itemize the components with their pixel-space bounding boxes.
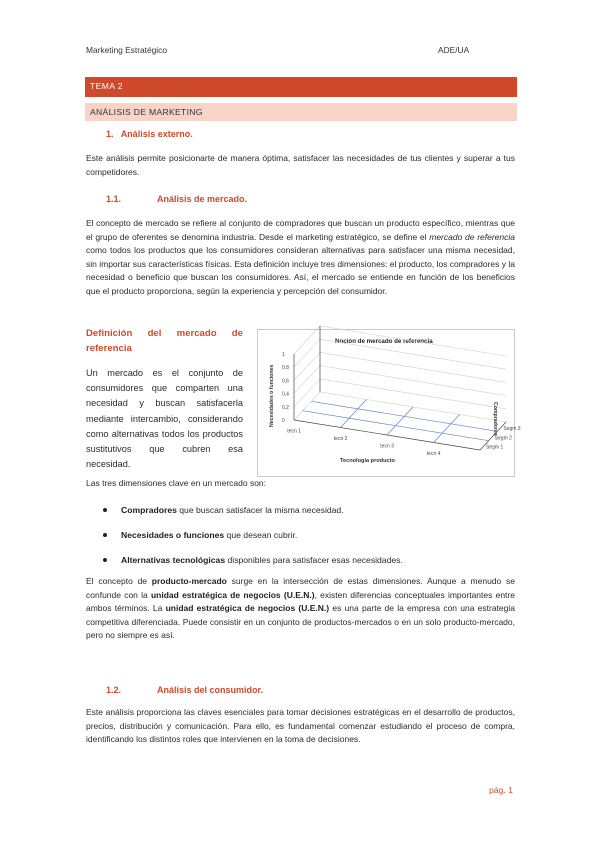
- chart-y-ticks: [282, 352, 289, 424]
- chart-x-ticks: [287, 429, 440, 458]
- market-reference-chart: [257, 329, 521, 477]
- bullet-icon: [103, 558, 107, 562]
- bullet-icon: [103, 533, 107, 537]
- chart-floor-lines: [303, 400, 498, 443]
- chart-z-axis-label: Compradores: [492, 402, 498, 436]
- definition-text: Un mercado es el conjunto de consumidores que comparten una necesidad y buscan satisfacerla mediante intercambio, considerando como alternativas todos los productos sustitutivos que cubren esa necesidad.: [86, 368, 243, 470]
- mercado-paragraph: [86, 217, 515, 298]
- chart-gridline: [294, 379, 506, 409]
- chart-x-tick-label: tecn 2: [333, 436, 348, 442]
- header-course-title: Marketing Estratégico: [86, 45, 167, 55]
- chart-y-tick-label: 1: [282, 352, 285, 358]
- pm-bold-uen-2: unidad estratégica de negocios (U.E.N.): [165, 603, 330, 613]
- three-dimensions-intro: Las tres dimensiones clave en un mercado son:: [86, 478, 267, 488]
- heading-number-1-1: 1.1.: [106, 194, 122, 204]
- chart-y-tick-label: 0,4: [282, 391, 289, 398]
- header-institution: ADE/UA: [438, 45, 470, 55]
- pm-text-a: El concepto de: [86, 576, 152, 586]
- chart-x-axis-label: Tecnología producto: [340, 458, 395, 464]
- chart-x-tick-label: tecn 4: [426, 451, 441, 457]
- list-item-bold: Alternativas tecnológicas: [121, 555, 226, 565]
- topic-band: TEMA 2: [85, 77, 517, 97]
- list-item-text: disponibles para satisfacer esas necesidades.: [225, 555, 403, 565]
- chart-gridline: [294, 366, 506, 396]
- list-item-bold: Compradores: [121, 505, 177, 515]
- chart-svg: [258, 330, 521, 478]
- list-item-bold: Necesidades o funciones: [121, 530, 225, 540]
- heading-analisis-externo: [106, 128, 193, 142]
- chart-z-tick-label: Segm 3: [503, 426, 521, 433]
- heading-number-1-2: 1.2.: [106, 685, 122, 695]
- chart-x-tick-label: tecn 1: [287, 428, 301, 435]
- definition-title: Definición del mercado de referencia: [86, 328, 243, 354]
- heading-number: 1.: [106, 129, 114, 139]
- chart-x-tick-label: tecn 3: [380, 443, 394, 450]
- producto-mercado-paragraph: [86, 575, 515, 643]
- chart-floor-line: [434, 415, 460, 443]
- mercado-text-2: como todos los productos que los consumidores consideran alternativas para satisfacer una misma necesidad, sin importar sus características físicas. Esta definición incluye tres dimensiones: el producto, los compradores y la necesidad o beneficio que buscan los consumidores. Así, el mercado se entiende en función de los beneficios que el producto proporciona, según la experiencia y percepción del consumidor.: [86, 245, 515, 296]
- consumidor-paragraph: Este análisis proporciona las claves esenciales para tomar decisiones estratégicas en el desarrollo de productos, precios, distribución y comunicación. Para ello, es fundamental comenzar estudiando el proceso de compra, identificando los distintos roles que intervienen en la toma de decisiones.: [86, 707, 515, 744]
- heading-analisis-mercado: Análisis de mercado.: [157, 194, 248, 204]
- chart-z-tick-label: Segm 1: [486, 444, 504, 451]
- heading-analisis-consumidor: Análisis del consumidor.: [157, 685, 264, 695]
- section-band: ANÁLISIS DE MARKETING: [85, 103, 517, 121]
- chart-title: Noción de mercado de referencia: [335, 338, 433, 345]
- pm-text-d: , existen diferencias conceptuales importantes entre ambos términos. La: [86, 589, 515, 613]
- mercado-referencia-italic: mercado de referencia: [429, 231, 516, 242]
- chart-y-tick-label: 0,2: [282, 404, 289, 411]
- list-item-text: que buscan satisfacer la misma necesidad.: [176, 505, 344, 515]
- heading-text: Análisis externo.: [120, 129, 193, 139]
- chart-gridline: [294, 352, 506, 382]
- chart-gridline: [294, 392, 506, 422]
- pm-bold-producto-mercado: producto-mercado: [151, 576, 227, 586]
- bullet-icon: [103, 508, 107, 512]
- list-item-text: que desean cubrir.: [224, 530, 298, 540]
- chart-y-tick-label: 0,6: [282, 378, 289, 385]
- page-number: pág. 1: [489, 785, 513, 795]
- pm-text-e: es una parte de la empresa con una estrategia competitiva diferenciada. Puede consistir en un conjunto de productos-mercados o en un solo producto-mercado, pero no siempre es así.: [86, 603, 515, 640]
- chart-y-tick-label: 0: [282, 418, 285, 424]
- chart-y-tick-label: 0,8: [282, 365, 289, 372]
- chart-z-ticks: [486, 426, 521, 451]
- pm-bold-uen-1: unidad estratégica de negocios (U.E.N.): [150, 589, 315, 600]
- mercado-text-1: El concepto de mercado se refiere al conjunto de compradores que buscan un producto específico, mientras que el grupo de oferentes se denomina industria. Desde el marketing estratégico, se define el: [86, 218, 515, 242]
- chart-y-axis-label: Necesidades o funciones: [269, 364, 275, 427]
- pm-text-c: surge en la intersección de estas dimensiones. Aunque a menudo se confunde con la: [86, 576, 515, 600]
- chart-floor-line: [341, 400, 367, 428]
- intro-paragraph: Este análisis permite posicionarte de manera óptima, satisfacer las necesidades de tus clientes y superar a tus competidores.: [86, 153, 515, 177]
- chart-z-tick-label: Segm 2: [494, 435, 512, 442]
- chart-floor-line: [387, 407, 413, 435]
